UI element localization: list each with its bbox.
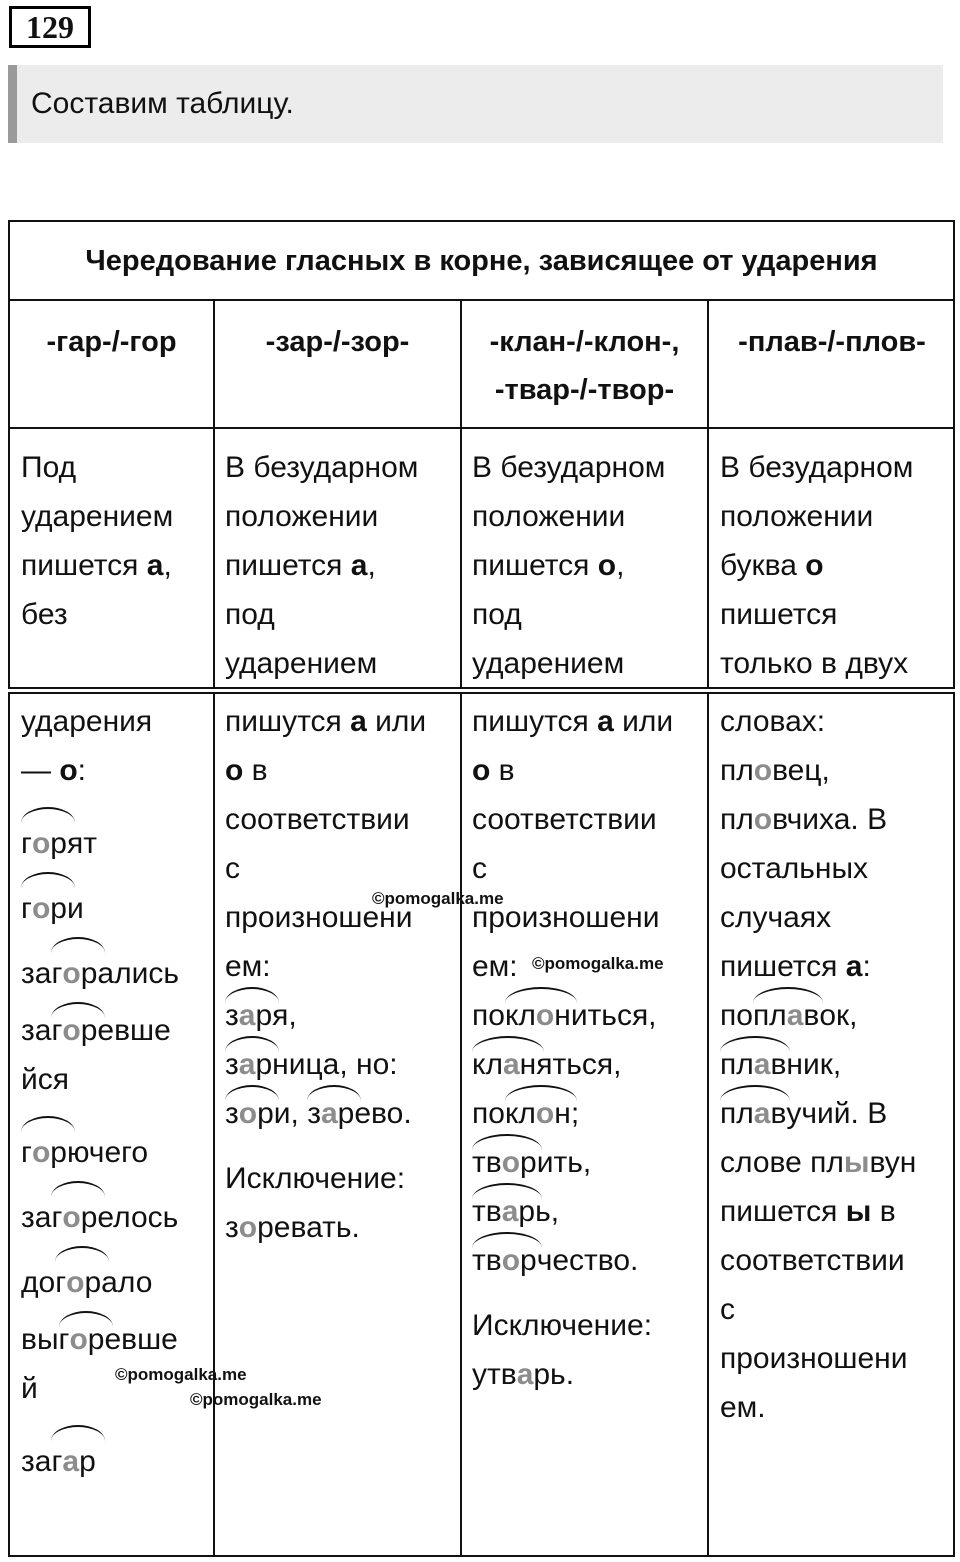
- root-label: -плав-/-плов-: [738, 326, 926, 358]
- text: пишутся: [472, 705, 598, 738]
- text: ,: [367, 549, 376, 582]
- text-line: [225, 697, 426, 746]
- word-item: догор ало: [21, 1250, 179, 1315]
- text: в: [871, 1195, 896, 1228]
- word-item: загор ались: [21, 941, 179, 1006]
- text-line: [472, 697, 673, 746]
- text: или: [366, 705, 427, 738]
- watermark: ©pomogalka.me: [372, 889, 504, 908]
- task-number: 129: [9, 6, 91, 48]
- text-line: остальных: [720, 852, 869, 885]
- text-line: В безударном: [472, 451, 666, 484]
- text-line: [472, 541, 665, 590]
- text-line: ударением: [225, 647, 378, 680]
- bold-letter: а: [146, 549, 164, 582]
- word-item: загор евше: [21, 1006, 179, 1055]
- word-item: зар я,: [225, 991, 426, 1040]
- col1-text-top: [21, 443, 173, 639]
- word-item: йся: [21, 1063, 70, 1096]
- bold-letter: ы: [845, 1195, 872, 1228]
- text: ,: [163, 549, 172, 582]
- text-line: с: [472, 852, 487, 885]
- word-item: поклон иться,: [472, 991, 673, 1040]
- text-line: [225, 541, 418, 590]
- word-item: твор ить,: [472, 1138, 673, 1187]
- exception-word: утварь.: [472, 1358, 575, 1391]
- text-line: ударением: [21, 500, 174, 533]
- intro-banner: [8, 65, 943, 143]
- bold-letter: о: [225, 754, 244, 787]
- text-line: [21, 746, 152, 795]
- text-line: пловчиха. В: [720, 803, 888, 836]
- col3-text-bottom: [472, 697, 673, 1399]
- text-line: [21, 541, 173, 590]
- watermark: ©pomogalka.me: [115, 1365, 247, 1384]
- bold-letter: а: [597, 705, 614, 738]
- text-line: с: [225, 852, 240, 885]
- word-item: поплав ок,: [720, 991, 916, 1040]
- word-item: зар ница, но:: [225, 1040, 426, 1089]
- text: в: [490, 754, 515, 787]
- text-line: соответствии: [225, 803, 410, 836]
- col1-word-list: [21, 811, 179, 1494]
- text: пишется: [472, 549, 598, 582]
- text: пишутся: [225, 705, 351, 738]
- text-line: слове плывун: [720, 1146, 917, 1179]
- word-item: загар: [21, 1429, 179, 1494]
- text-line: В безударном: [720, 451, 914, 484]
- divider: [707, 694, 709, 1555]
- text: :: [77, 754, 87, 787]
- text-line: словах:: [720, 705, 826, 738]
- text-line: [720, 942, 916, 991]
- text-line: пишется: [720, 598, 838, 631]
- text-line: случаях: [720, 901, 832, 934]
- divider: [460, 694, 462, 1555]
- col3-text-top: [472, 443, 665, 688]
- root-label: -твар-/-твор-: [494, 374, 675, 406]
- col1-text-bottom: [21, 697, 152, 795]
- bold-letter: о: [805, 549, 824, 582]
- root-header-2: [215, 300, 460, 428]
- text: буква: [720, 549, 806, 582]
- root-header-1: [10, 300, 213, 428]
- word-item: выгор евше: [21, 1315, 179, 1364]
- root-label: -клан-/-клон-,: [489, 326, 680, 358]
- word-item: клан яться,: [472, 1040, 673, 1089]
- text-line: [472, 746, 673, 795]
- table-body-part: [8, 692, 955, 1557]
- word-item: й: [21, 1372, 38, 1405]
- word-item: плав ник,: [720, 1040, 916, 1089]
- text-line: без: [21, 598, 68, 631]
- word-item: поклон ;: [472, 1089, 673, 1138]
- word-item: гор и: [21, 876, 179, 941]
- bold-letter: о: [472, 754, 491, 787]
- text-line: под: [225, 598, 275, 631]
- bold-letter: а: [350, 705, 367, 738]
- text: —: [21, 754, 60, 787]
- word-item: зор и, зар ево.: [225, 1089, 426, 1138]
- text-line: положении: [720, 500, 874, 533]
- text-line: [720, 1187, 916, 1236]
- table-header-part: [8, 220, 955, 689]
- root-header-4: [709, 300, 955, 428]
- col2-text-bottom: [225, 697, 426, 1252]
- text: пишется: [720, 1195, 846, 1228]
- text-line: [225, 746, 426, 795]
- root-header-3: [462, 300, 707, 428]
- text-line: положении: [472, 500, 626, 533]
- text-line: Под: [21, 451, 77, 484]
- word-item: гор ят: [21, 811, 179, 876]
- text: пишется: [21, 549, 147, 582]
- text-line: соответствии: [720, 1244, 905, 1277]
- text-line: только в двух: [720, 647, 909, 680]
- text: пишется: [720, 950, 846, 983]
- text-line: соответствии: [472, 803, 657, 836]
- text-line: произношени: [225, 901, 413, 934]
- col4-text-bottom: [720, 697, 916, 1432]
- text-line: ем:: [225, 950, 271, 983]
- bold-letter: а: [350, 549, 368, 582]
- text-line: ударения: [21, 705, 153, 738]
- text-line: В безударном: [225, 451, 419, 484]
- intro-text: Составим таблицу.: [31, 87, 294, 120]
- text-line: [720, 541, 913, 590]
- text-line: ем:: [472, 950, 518, 983]
- table-title: Чередование гласных в корне, зависящее от ударения: [85, 244, 878, 277]
- text-line: произношени: [720, 1342, 908, 1375]
- text-line: ударением: [472, 647, 625, 680]
- text: или: [613, 705, 674, 738]
- text: :: [862, 950, 871, 983]
- text: пишется: [225, 549, 351, 582]
- text-line: ем.: [720, 1391, 766, 1424]
- word-item: плав учий. В: [720, 1089, 916, 1138]
- watermark: ©pomogalka.me: [532, 954, 664, 973]
- word-item: гор ючего: [21, 1120, 179, 1185]
- text-line: положении: [225, 500, 379, 533]
- exception-label: Исключение:: [225, 1162, 406, 1195]
- bold-letter: о: [597, 549, 617, 582]
- text: в: [243, 754, 268, 787]
- text-line: под: [472, 598, 522, 631]
- bold-letter: а: [845, 950, 863, 983]
- col4-text-top: [720, 443, 913, 688]
- text-line: произношени: [472, 901, 660, 934]
- text-line: с: [720, 1293, 735, 1326]
- word-item: твар ь,: [472, 1187, 673, 1236]
- text-line: пловец,: [720, 754, 830, 787]
- exception-word: зоревать.: [225, 1211, 360, 1244]
- bold-letter: о: [59, 754, 78, 787]
- word-item: твор чество.: [472, 1236, 673, 1285]
- watermark: ©pomogalka.me: [190, 1390, 322, 1409]
- text: ,: [616, 549, 625, 582]
- col2-text-top: [225, 443, 418, 688]
- root-label: -зар-/-зор-: [265, 326, 410, 358]
- exception-label: Исключение:: [472, 1309, 653, 1342]
- word-item: загор елось: [21, 1185, 179, 1250]
- divider: [213, 694, 215, 1555]
- root-label: -гар-/-гор: [46, 326, 177, 358]
